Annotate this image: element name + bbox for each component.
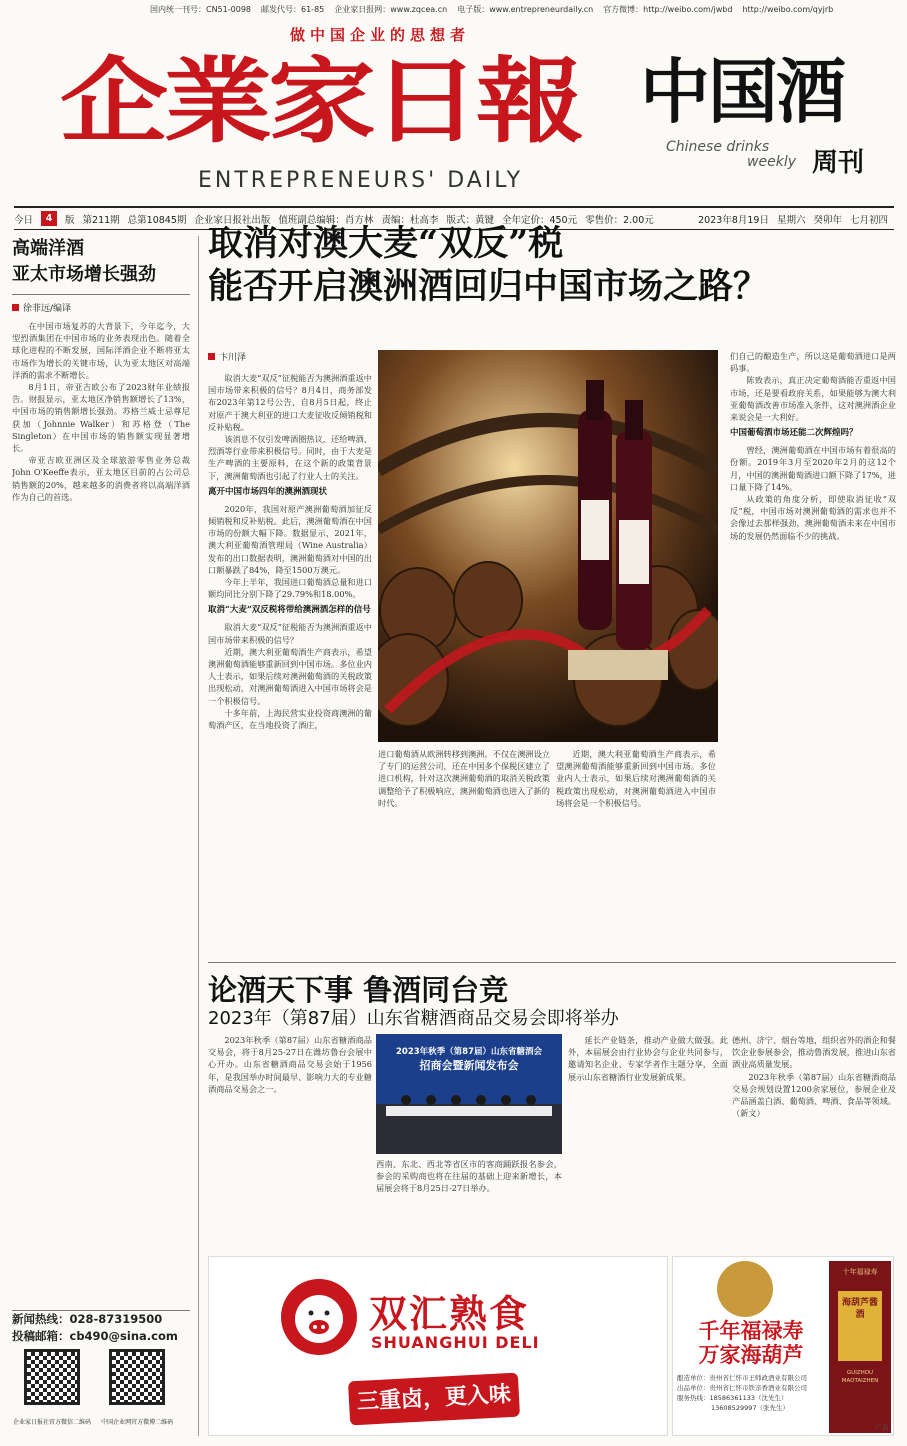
- issue-item: 责编：杜高李: [381, 214, 439, 226]
- product-label-en: GUIZHOU MAOTAIZHEN: [841, 1370, 879, 1384]
- issue-item: 企业家日报社出版: [194, 214, 271, 226]
- paragraph: 近期，澳大利亚葡萄酒生产商表示，希望澳洲葡萄酒能够重新回到中国市场。多位业内人士表示，如果后续对澳洲葡萄酒的关税政策出现松动，对澳洲葡萄酒进入中国市场将会是一个积极信号。: [556, 749, 716, 808]
- masthead-english: ENTREPRENEURS' DAILY: [198, 168, 524, 193]
- divider: [12, 294, 190, 295]
- section-divider: [208, 962, 896, 963]
- issue-weekday: 星期六: [776, 214, 806, 226]
- top-item[interactable]: 官方微博：http://weibo.com/jwbd: [603, 4, 733, 14]
- paragraph: 进口葡萄酒从欧洲转移到澳洲。不仅在澳洲设立了专门的运营公司，还在中国多个保税区建立了进口机构，针对这次澳洲葡萄酒的取消关税政策调整给予了积极响应，澳洲葡萄酒也进入了新的时代。: [378, 749, 550, 808]
- paragraph: 2020年，我国对原产澳洲葡萄酒加征反倾销税和反补贴税。此后，澳洲葡萄酒在中国市场的份额大幅下降。数据显示，2021年，澳大利亚葡萄酒管理局（Wine Australia）发布的出口数据表明，澳洲葡萄酒对中国的出口额暴跌了84%，降至1500万澳元。: [208, 503, 372, 575]
- weekly-title: 中国酒: [640, 51, 844, 133]
- edition-label: 版: [65, 214, 75, 226]
- paragraph: 该消息不仅引发啤酒圈热议，还给啤酒、烈酒等行业带来积极信号。同时，由于大麦是生产啤酒的主要原料，在这个新的政策背景下，澳洲葡萄酒也引起了行业人士的关注。: [208, 434, 372, 481]
- paragraph: 今年上半年，我国进口葡萄酒总量和进口额均同比分别下降了29.79%和18.00%。: [208, 577, 372, 600]
- haihulu-ad[interactable]: [672, 1256, 894, 1436]
- issue-item: 版式：黄键: [446, 214, 494, 226]
- left-article-title-2: 亚太市场增长强劲: [12, 264, 156, 285]
- second-article-title: 论酒天下事 鲁酒同台竞: [208, 973, 509, 1007]
- wine-cellar-photo: [378, 350, 718, 742]
- paragraph: 德州、济宁、烟台等地，组织省外的酒企和餐饮企业参展参会，推动鲁酒发展，推进山东省酒业高质量发展。: [732, 1035, 896, 1070]
- second-article-subtitle: 2023年（第87届）山东省糖酒商品交易会即将举办: [208, 1008, 619, 1029]
- main-headline: [208, 222, 898, 308]
- masthead-slogan: 做中国企业的思想者: [289, 26, 470, 44]
- top-item[interactable]: http://weibo.com/qyjrb: [742, 4, 834, 14]
- column-divider: [198, 236, 199, 1436]
- ad2-slogan: [677, 1319, 825, 1367]
- paragraph: 们自己的酿造生产，所以这是葡萄酒进口是两码事。: [730, 351, 896, 374]
- subhead: 取消“大麦”双反税将带给澳洲酒怎样的信号: [208, 605, 371, 616]
- ad2-slogan-line1: 千年福禄寿: [698, 1319, 804, 1343]
- headline-line2: 能否开启澳洲酒回归中国市场之路？: [208, 266, 769, 307]
- masthead-title: 企業家日報: [60, 47, 581, 157]
- qr-code-icon: [109, 1349, 165, 1405]
- ad-mark: 广告: [875, 1424, 889, 1432]
- paragraph: 十多年前，上海民营实业投资商澳洲的葡萄酒产区，在当地投资了酒庄，: [208, 707, 372, 731]
- product-ribbon: 十年福禄寿: [842, 1268, 878, 1276]
- left-article-title-1: 高端洋酒: [12, 238, 84, 259]
- second-article-col2: [376, 1158, 562, 1248]
- paragraph: 曾经，澳洲葡萄酒在中国市场有着很高的份额。2019年3月至2020年2月的这12个月，中国的澳洲葡萄酒进口额下降了17%，进口量下降了14%。: [730, 445, 896, 492]
- page-number: 4: [41, 211, 57, 226]
- left-article: [12, 236, 190, 1320]
- subhead: 中国葡萄酒市场还能二次辉煌吗？: [730, 428, 858, 439]
- paragraph: 西南、东北、西北等省区市的客商踊跃报名参会，参会的采购商也将在往届的基础上迎来新增长，本届展会将于8月25日-27日举办。: [376, 1159, 562, 1194]
- event-banner-line2: 招商会暨新闻发布会: [419, 1059, 519, 1072]
- weekly-en-line2: weekly: [747, 154, 796, 170]
- byline-text: 卞川泽: [219, 353, 247, 363]
- event-banner: [382, 1046, 556, 1072]
- ad2-details: [677, 1373, 827, 1413]
- top-item[interactable]: 企业家日报网：www.zqcea.cn: [334, 4, 448, 14]
- qr-code-icon: [24, 1349, 80, 1405]
- byline-marker-icon: [208, 353, 215, 360]
- paragraph: 在中国市场复苏的大背景下，今年迄今，大型烈酒集团在中国市场的业务表现出色。随着全球化进程的不断发展，国际洋酒企业不断将亚太市场作为增长的关键市场，认为亚太地区对高端洋酒的需求不断增长。: [12, 321, 190, 380]
- paragraph: 取消大麦“双反”征税能否为澳洲酒重返中国市场带来积极的信号？8月4日，商务部发布2023年第12号公告，自8月5日起，终止对原产于澳大利亚的进口大麦征收反倾销税和反补贴税。: [208, 373, 372, 432]
- second-article-col1: [208, 1034, 372, 1248]
- ad1-brand-en: SHUANGHUI DELI: [371, 1333, 540, 1352]
- ad2-seller: 出品单位：贵州省仁怀市铁亲香酒业有限公司: [677, 1384, 807, 1392]
- main-article-col4: [730, 350, 896, 960]
- left-article-body: [12, 320, 190, 1320]
- paragraph: 8月1日，帝亚吉欧公布了2023财年业绩报告。财报显示，亚太地区净销售额增长了13%，中国市场的销售额增长强劲。苏格兰威士忌尊尼获加（Johnnie Walker）和苏格登（The Singleton）在中国市场的销售额实现显著增长。: [12, 382, 190, 454]
- weekly-english: [666, 140, 796, 170]
- issue-item: 第211期: [82, 214, 120, 226]
- subhead: 离开中国市场四年的澳洲酒现状: [208, 486, 328, 497]
- paragraph: 帝亚吉欧亚洲区及全球旅游零售业务总裁John O'Keeffe表示，亚太地区目前的占公司总销售额的20%，越来越多的消费者将以高端洋酒作为自己的首选。: [12, 455, 190, 502]
- top-item: 邮发代号：61-85: [261, 4, 325, 14]
- issue-item: 零售价：2.00元: [585, 214, 654, 226]
- byline-marker-icon: [12, 304, 19, 311]
- news-hotline: 新闻热线：028-87319500: [12, 1312, 163, 1326]
- today-label: 今日: [14, 214, 34, 226]
- paragraph: 2023年秋季（第87届）山东省糖酒商品交易会，将于8月25-27日在潍坊鲁台会展中心开办。山东省糖酒商品交易会始于1956年，是我国举办时间最早、影响力大的专业糖酒商品交易会之一。: [208, 1035, 372, 1094]
- paragraph: 陈致表示，真正决定葡萄酒能否重返中国市场，还是要看政府关系，如果能够为澳大利亚葡萄酒改善市场准入条件，这对澳洲酒企业来说会是一大利好。: [730, 375, 896, 423]
- headline-line1: 取消对澳大麦“双反”税: [208, 223, 564, 264]
- issue-calendar: 癸卯年: [813, 214, 842, 226]
- main-article-col3: [378, 748, 550, 960]
- paragraph: 从政策的角度分析，即使取消征收“双反”税，中国市场对澳洲葡萄酒的需求也并不会像过去那样强劲，澳洲葡萄酒未来在中国市场的发展仍然面临不少的挑战。: [730, 494, 896, 541]
- second-article-col3: [568, 1034, 728, 1248]
- wine-cellar-illustration: [378, 350, 718, 742]
- weekly-en-line1: Chinese drinks: [666, 139, 770, 155]
- contact-box: [12, 1310, 190, 1428]
- ad2-phone: 服务热线：18586361133（沈先生）: [677, 1394, 788, 1402]
- event-banner-line1: 2023年秋季（第87届）山东省糖酒会: [396, 1047, 542, 1057]
- top-item: 国内统一刊号：CN51-0098: [150, 4, 251, 14]
- issue-lunar: 七月初四: [849, 214, 888, 226]
- ad2-slogan-line2: 万家海葫芦: [698, 1343, 804, 1367]
- top-info-bar: [0, 0, 907, 18]
- submission-email[interactable]: 投稿邮箱：cb490@sina.com: [12, 1329, 178, 1343]
- issue-date: 2023年8月19日: [698, 214, 769, 226]
- qr-caption: 企业家日报社官方微信二维码: [12, 1419, 91, 1426]
- paragraph: 近期，澳大利亚葡萄酒生产商表示，希望澳洲葡萄酒能够重新回到中国市场。多位业内人士表示，如果后续对澳洲葡萄酒的关税政策出现松动，对澳洲葡萄酒进入中国市场将会是一个积极信号。: [208, 646, 372, 706]
- issue-item: 全年定价：450元: [501, 214, 578, 226]
- left-article-byline: [12, 301, 190, 314]
- ad1-brand-cn: 双汇熟食: [369, 1292, 530, 1336]
- ad2-maker: 酿造单位：贵州省仁怀市王师政酒业有限公司: [677, 1374, 807, 1382]
- issue-item: 总第10845期: [127, 214, 187, 226]
- main-article-col1: [208, 372, 372, 962]
- product-box: [829, 1261, 891, 1433]
- qr-caption: 中国企业网官方微博二维码: [101, 1419, 174, 1426]
- top-item[interactable]: 电子版：www.entrepreneurdaily.cn: [457, 4, 594, 14]
- product-label: 海葫芦酱酒: [838, 1291, 882, 1361]
- byline-text: 徐菲远/编译: [23, 304, 72, 314]
- main-byline: [208, 350, 246, 363]
- paragraph: 延长产业链条，推动产业做大做强。此外，本届展会由行业协会与企业共同参与，邀请知名企业、专家学者作主题分享，全面展示山东省糖酒行业发展新成果。: [568, 1035, 728, 1082]
- weekly-word: 周刊: [812, 148, 865, 178]
- brand-portrait-icon: [717, 1261, 773, 1317]
- event-photo: [376, 1034, 562, 1154]
- main-article-col3b: [556, 748, 716, 960]
- ad1-slogan: 三重卤，更入味: [348, 1373, 520, 1426]
- paragraph: 取消大麦“双反”征税能否为澳洲酒重返中国市场带来积极的信号？: [208, 622, 372, 645]
- paragraph: 2023年秋季（第87届）山东省糖酒商品交易会规划设置1200余家展位，参展企业及产品涵盖白酒、葡萄酒、啤酒、食品等领域。（新文）: [732, 1071, 896, 1119]
- pig-logo-icon: [279, 1277, 359, 1357]
- ad2-phone2: 13608529997（张先生）: [711, 1404, 789, 1412]
- second-article-col4: [732, 1034, 896, 1248]
- issue-item: 值班副总编辑：肖方林: [278, 214, 374, 226]
- shuanghui-ad[interactable]: [208, 1256, 668, 1436]
